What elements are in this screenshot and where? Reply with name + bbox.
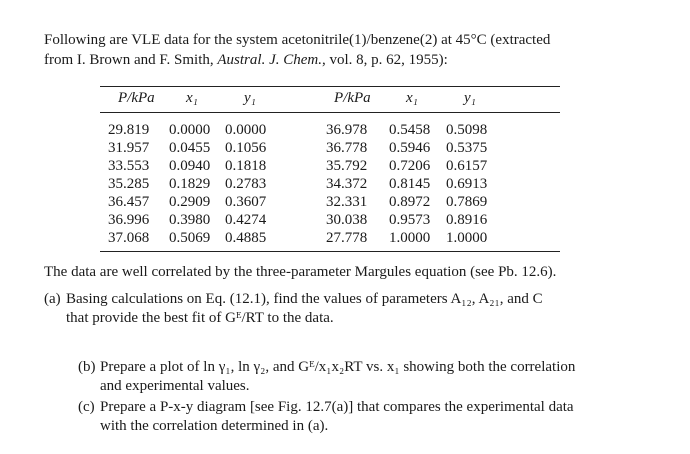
part-b-line-2: and experimental values.: [100, 378, 250, 394]
table-cell: 31.957: [108, 140, 150, 156]
table-cell: 27.778: [326, 230, 368, 246]
table-cell: 0.5098: [446, 122, 488, 138]
part-a-line-2: that provide the best fit of Gᴱ/RT to the data.: [66, 310, 334, 326]
problem-intro: [44, 30, 604, 70]
table-cell: 33.553: [108, 158, 150, 174]
table-top-rule: [100, 86, 560, 87]
table-cell: 0.2909: [169, 194, 211, 210]
table-bottom-rule: [100, 251, 560, 252]
part-c-label: (c): [78, 399, 95, 415]
table-cell: 37.068: [108, 230, 150, 246]
part-b-label: (b): [78, 359, 96, 375]
table-cell: 0.0000: [225, 122, 267, 138]
column-x1-right: [389, 121, 453, 247]
table-cell: 0.5458: [389, 122, 431, 138]
part-c-line-1: [78, 398, 638, 417]
table-cell: 0.2783: [225, 176, 267, 192]
header-y1-left: y₁: [244, 90, 256, 106]
table-cell: 36.996: [108, 212, 150, 228]
intro-line-1: Following are VLE data for the system acetonitrile(1)/benzene(2) at 45°C (extracted: [44, 32, 551, 48]
header-x1-right: x₁: [406, 90, 418, 106]
intro-source: from I. Brown and F. Smith,: [44, 52, 218, 68]
table-cell: 0.6913: [446, 176, 488, 192]
table-cell: 0.0000: [169, 122, 211, 138]
table-header: [100, 90, 560, 112]
part-b-text: Prepare a plot of ln γ₁, ln γ₂, and Gᴱ/x₁x₂RT vs. x₁ showing both the correlation: [100, 359, 576, 375]
column-y1-right: [446, 121, 510, 247]
table-cell: 0.6157: [446, 158, 488, 174]
table-cell: 0.5069: [169, 230, 211, 246]
table-cell: 30.038: [326, 212, 368, 228]
table-cell: 0.7206: [389, 158, 431, 174]
table-cell: 36.978: [326, 122, 368, 138]
table-cell: 0.1056: [225, 140, 267, 156]
table-cell: 35.792: [326, 158, 368, 174]
header-pressure-left: P/kPa: [118, 90, 155, 106]
part-b: [78, 358, 638, 396]
table-cell: 0.0940: [169, 158, 211, 174]
table-cell: 34.372: [326, 176, 368, 192]
table-cell: 0.9573: [389, 212, 431, 228]
intro-line-2: [44, 50, 604, 70]
table-cell: 0.8916: [446, 212, 488, 228]
table-cell: 0.3980: [169, 212, 211, 228]
table-cell: 29.819: [108, 122, 150, 138]
vle-data-table: [100, 86, 560, 252]
part-a: [44, 290, 604, 328]
table-cell: 0.3607: [225, 194, 267, 210]
intro-citation: , vol. 8, p. 62, 1955):: [321, 52, 448, 68]
column-pressure-right: [326, 121, 390, 247]
header-y1-right: y₁: [464, 90, 476, 106]
table-body: [100, 121, 560, 251]
column-pressure-left: [108, 121, 172, 247]
part-c-text: Prepare a P-x-y diagram [see Fig. 12.7(a)] that compares the experimental data: [100, 399, 574, 415]
table-cell: 0.4274: [225, 212, 267, 228]
table-cell: 0.4885: [225, 230, 267, 246]
margules-statement: The data are well correlated by the three-parameter Margules equation (see Pb. 12.6).: [44, 264, 557, 280]
table-cell: 36.778: [326, 140, 368, 156]
table-cell: 32.331: [326, 194, 368, 210]
table-cell: 0.7869: [446, 194, 488, 210]
table-header-rule: [100, 112, 560, 113]
column-x1-left: [169, 121, 233, 247]
part-b-line-1: [78, 358, 638, 377]
table-cell: 35.285: [108, 176, 150, 192]
header-pressure-right: P/kPa: [334, 90, 371, 106]
table-cell: 0.8145: [389, 176, 431, 192]
header-x1-left: x₁: [186, 90, 198, 106]
table-cell: 0.1829: [169, 176, 211, 192]
journal-name: Austral. J. Chem.: [217, 52, 322, 68]
part-c-line-2: with the correlation determined in (a).: [100, 418, 329, 434]
part-a-label: (a): [44, 291, 61, 307]
table-cell: 0.5375: [446, 140, 488, 156]
table-cell: 0.1818: [225, 158, 267, 174]
table-cell: 1.0000: [389, 230, 431, 246]
table-cell: 36.457: [108, 194, 150, 210]
table-cell: 1.0000: [446, 230, 488, 246]
part-a-text: Basing calculations on Eq. (12.1), find the values of parameters A₁₂, A₂₁, and C: [66, 291, 543, 307]
table-cell: 0.5946: [389, 140, 431, 156]
column-y1-left: [225, 121, 289, 247]
table-cell: 0.0455: [169, 140, 211, 156]
part-a-line-1: [44, 290, 604, 309]
table-cell: 0.8972: [389, 194, 431, 210]
part-c: [78, 398, 638, 436]
